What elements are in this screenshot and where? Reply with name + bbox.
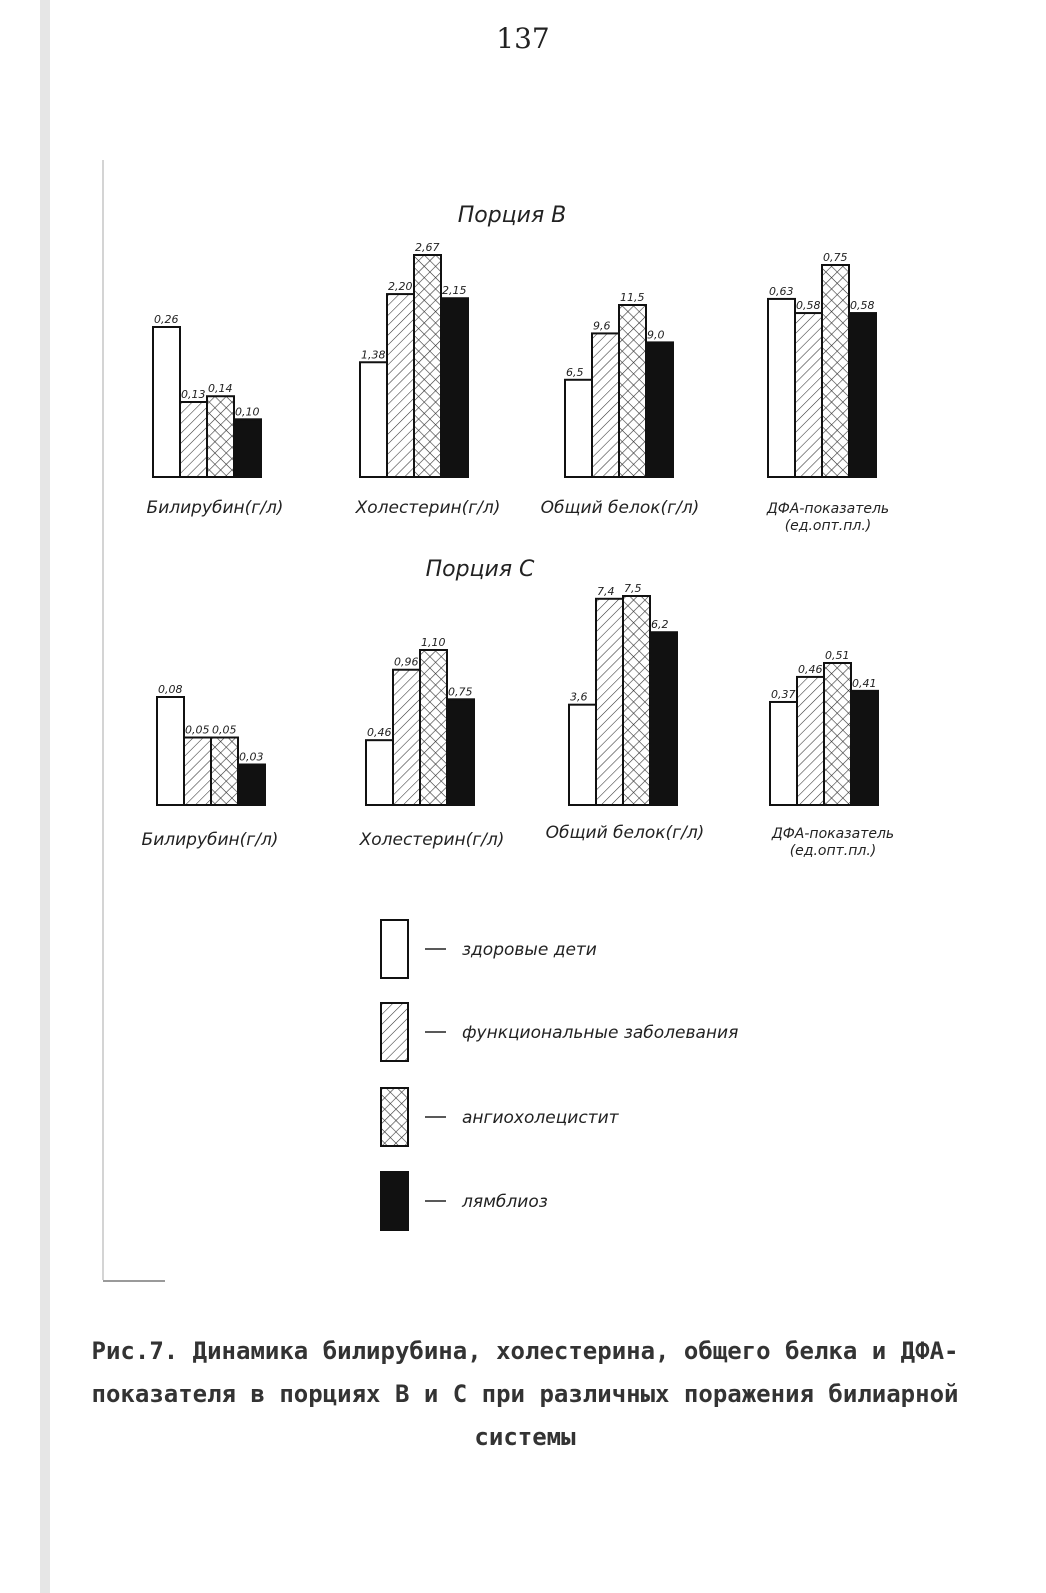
charts-layer [142, 203, 895, 859]
bar-value-label: 0,63 [769, 284, 794, 298]
bar [238, 765, 265, 806]
bar [592, 333, 619, 477]
bar-value-label: 6,5 [566, 365, 584, 379]
legend-item [381, 1088, 620, 1146]
legend-item [381, 1172, 548, 1230]
bar-value-label: 0,41 [852, 676, 877, 690]
legend-item [381, 920, 597, 978]
bar-value-label: 0,46 [367, 726, 392, 740]
bar-group [541, 291, 700, 518]
bar-value-label: 0,58 [796, 299, 821, 313]
bar [824, 663, 851, 805]
bar [447, 699, 474, 805]
bar [207, 396, 234, 477]
group-label: Холестерин(г/л) [355, 498, 501, 518]
bar [414, 255, 441, 477]
bar [646, 342, 673, 477]
legend-swatch [381, 1003, 408, 1061]
bar-value-label: 6,2 [651, 618, 669, 632]
bar [797, 677, 824, 805]
bar-value-label: 0,05 [185, 723, 210, 737]
legend-swatch [381, 1172, 408, 1230]
bar-value-label: 0,08 [158, 683, 183, 696]
bar [441, 298, 468, 477]
legend-item [381, 1003, 738, 1061]
bar [619, 305, 646, 477]
bar [795, 313, 822, 477]
bar-value-label: 0,10 [235, 405, 260, 419]
group-label: Билирубин(г/л) [141, 830, 279, 850]
bar-value-label: 7,5 [624, 582, 642, 595]
bar [393, 670, 420, 805]
bar [420, 650, 447, 805]
bar-value-label: 0,14 [208, 382, 233, 396]
group-label: Общий белок(г/л) [540, 498, 700, 518]
bar-value-label: 0,37 [771, 687, 796, 701]
legend-swatch [381, 1088, 408, 1146]
chart-title: Порция С [425, 557, 535, 582]
chart-title: Порция В [457, 203, 567, 228]
bar [596, 599, 623, 805]
group-label: Билирубин(г/л) [146, 498, 284, 518]
bar [569, 705, 596, 805]
bar-value-label: 0,03 [239, 750, 264, 764]
bar [366, 740, 393, 805]
chart-panel-2 [142, 557, 895, 859]
bar-value-label: 0,26 [154, 313, 179, 326]
bar [157, 697, 184, 805]
bar [153, 327, 180, 477]
group-label: Общий белок(г/л) [545, 823, 705, 843]
page-number: 137 [496, 22, 550, 55]
bar [768, 299, 795, 477]
bar-value-label: 9,0 [647, 328, 665, 342]
bar-value-label: 2,20 [388, 280, 413, 294]
legend-label: ангиохолецистит [462, 1108, 619, 1128]
bar-value-label: 0,75 [448, 685, 473, 699]
bar-value-label: 3,6 [570, 690, 588, 704]
bar-value-label: 0,46 [798, 662, 823, 676]
bar-group [359, 636, 505, 850]
group-label: ДФА-показатель (ед.опт.пл.) [766, 501, 890, 534]
bar [387, 294, 414, 477]
figure-caption: Рис.7. Динамика билирубина, холестерина, общего белка и ДФА-показателя в порциях В и С при различных поражения билиарной системы [91, 1337, 959, 1451]
bar [234, 419, 261, 477]
bar-value-label: 1,38 [361, 348, 386, 362]
bar [211, 738, 238, 806]
bar [180, 402, 207, 477]
bar [184, 738, 211, 806]
legend-swatch [381, 920, 408, 978]
bar-value-label: 11,5 [620, 291, 645, 304]
bar-group [546, 582, 705, 843]
bar-value-label: 0,05 [212, 723, 237, 737]
bar [650, 632, 677, 805]
bar [770, 702, 797, 805]
bar-value-label: 9,6 [593, 319, 611, 333]
bar [822, 265, 849, 477]
bar-group [147, 313, 284, 518]
bar-group [766, 251, 889, 534]
bar-group [355, 241, 501, 518]
legend-label: здоровые дети [462, 940, 597, 960]
bar-value-label: 2,67 [415, 241, 440, 254]
bar-value-label: 7,4 [597, 584, 615, 598]
bar-value-label: 0,13 [181, 388, 206, 401]
bar-value-label: 2,15 [442, 284, 467, 298]
legend-label: функциональные заболевания [462, 1023, 739, 1043]
bar-value-label: 0,96 [394, 655, 419, 669]
legend [381, 920, 738, 1230]
bar [623, 596, 650, 805]
bar-group [142, 683, 279, 850]
bar-value-label: 0,51 [825, 649, 850, 662]
bar [360, 362, 387, 477]
bar-value-label: 0,75 [823, 251, 848, 264]
legend-label: лямблиоз [462, 1192, 548, 1212]
group-label: Холестерин(г/л) [359, 830, 505, 850]
group-label: ДФА-показатель (ед.опт.пл.) [771, 826, 895, 859]
chart-panel-1 [147, 203, 890, 534]
bar-group [770, 649, 894, 859]
bar [851, 691, 878, 805]
bar [565, 380, 592, 477]
bar [849, 313, 876, 477]
bar-value-label: 0,58 [850, 299, 875, 313]
bar-value-label: 1,10 [421, 636, 446, 649]
